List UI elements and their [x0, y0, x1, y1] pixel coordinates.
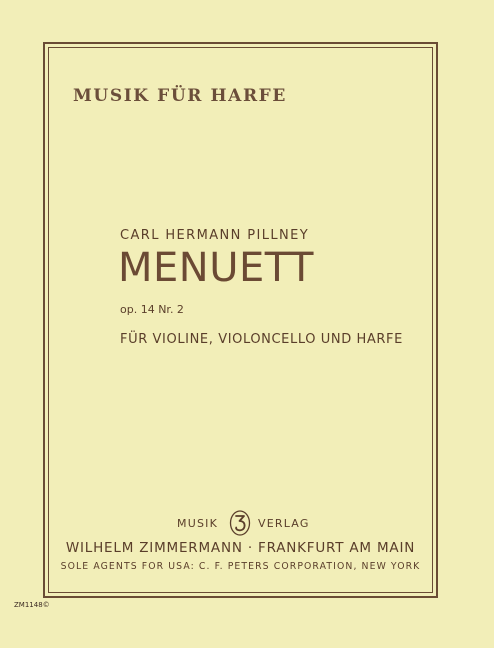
catalog-number: ZM1148© — [14, 601, 50, 609]
publisher-label-right: VERLAG — [258, 517, 310, 530]
publisher-imprint — [48, 510, 433, 538]
publisher-label-left: MUSIK — [177, 517, 218, 530]
opus-number: op. 14 Nr. 2 — [120, 303, 184, 316]
series-title: MUSIK FÜR HARFE — [73, 86, 287, 106]
us-agents-line: SOLE AGENTS FOR USA: C. F. PETERS CORPORATION, NEW YORK — [60, 561, 421, 572]
publisher-name: WILHELM ZIMMERMANN · FRANKFURT AM MAIN — [65, 540, 416, 556]
work-title: MENUETT — [118, 245, 314, 291]
composer-name: CARL HERMANN PILLNEY — [120, 228, 310, 243]
instrumentation: FÜR VIOLINE, VIOLONCELLO UND HARFE — [120, 332, 403, 347]
publisher-emblem-icon — [229, 510, 251, 536]
